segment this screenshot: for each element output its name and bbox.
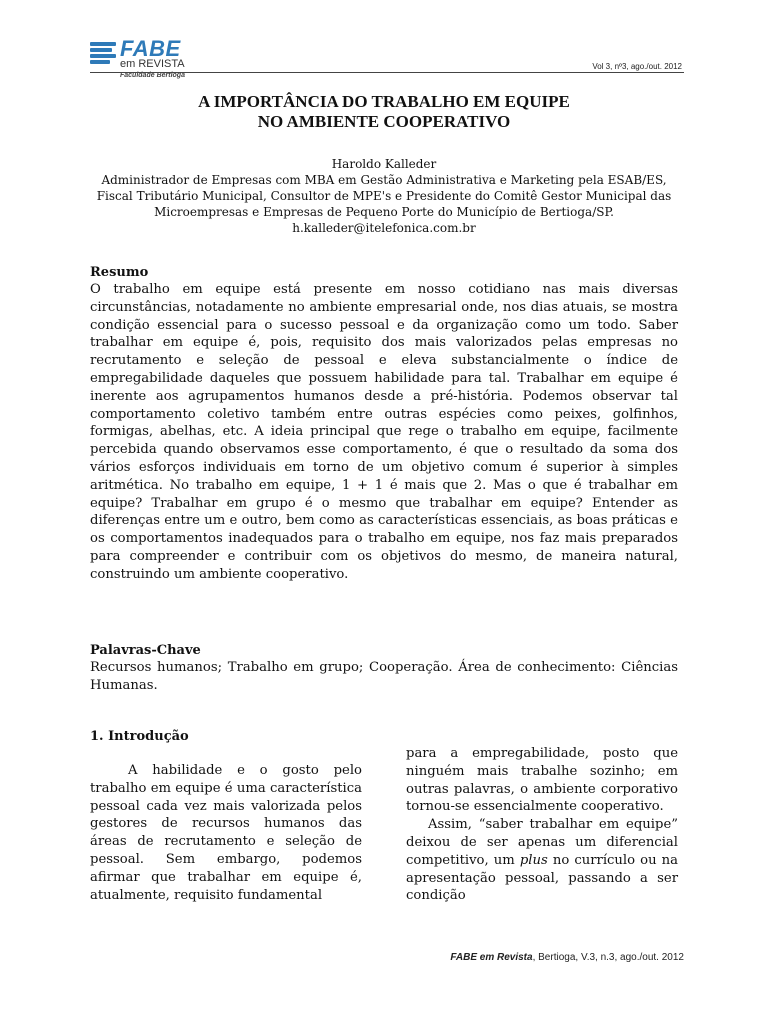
abstract-text: O trabalho em equipe está presente em nosso cotidiano nas mais diversas circunstâncias, notadamente no ambiente empresarial onde, nos dias atuais, se mostra condição essencial para o sucesso pessoal e da organização como um todo. Saber trabalhar em equipe é, pois, requisito dos mais valorizados pelas empresas no recrutamento e seleção de pessoal e eleva substancialmente o índice de empregabilidade daqueles que possuem habilidade para tal. Trabalhar em equipe é inerente aos agrupamentos humanos desde a pré-história. Podemos observar tal comportamento coletivo também entre outras espécies como peixes, golfinhos, formigas, abelhas, etc. A ideia principal que rege o trabalho em equipe, facilmente percebida quando observamos esse comportamento, é que o resultado da soma dos vários esforços individuais em torno de um objetivo comum é superior à simples aritmética. No trabalho em equipe, 1 + 1 é mais que 2. Mas o que é trabalhar em equipe? Trabalhar em grupo é o mesmo que trabalhar em equipe? Entender as diferenças entre um e outro, bem como as características essenciais, as boas práticas e os comportamentos inadequados para o trabalho em equipe, nos faz mais preparados para compreender e contribuir com os objetivos do mesmo, de maneira natural, construindo um ambiente cooperativo. <box>90 282 678 582</box>
abstract-heading: Resumo <box>90 265 149 280</box>
logo-faculty: Faculdade Bertioga <box>120 72 185 79</box>
page-footer <box>450 952 684 963</box>
title-line-2: NO AMBIENTE COOPERATIVO <box>257 112 511 131</box>
author-block <box>90 156 678 236</box>
intro-paragraph-right-1: para a empregabilidade, posto que ninguém mais trabalhe sozinho; em outras palavras, o ambiente corporativo tornou-se essencialmente cooperativo. <box>406 746 678 815</box>
header-divider <box>90 72 684 73</box>
logo-bars-icon <box>90 42 118 66</box>
author-email[interactable]: h.kalleder@itelefonica.com.br <box>292 221 476 235</box>
plus-emphasis: plus <box>519 852 548 868</box>
title-line-1: A IMPORTÂNCIA DO TRABALHO EM EQUIPE <box>198 92 570 111</box>
intro-paragraph-right-2 <box>406 816 678 905</box>
intro-paragraph-right-2a: Assim, “saber trabalhar em equipe” deixou de ser apenas um diferencial competitivo, um <box>406 817 678 868</box>
author-name: Haroldo Kalleder <box>331 157 437 171</box>
section-heading-introduction: 1. Introdução <box>90 729 189 744</box>
article-title <box>90 92 678 132</box>
intro-column-right <box>406 745 678 905</box>
logo-name: FABE <box>120 36 181 61</box>
volume-info: Vol 3, nº3, ago./out. 2012 <box>592 62 682 71</box>
footer-brand: FABE em Revista <box>450 952 533 963</box>
footer-citation: , Bertioga, V.3, n.3, ago./out. 2012 <box>532 952 684 963</box>
author-affiliation: Administrador de Empresas com MBA em Gestão Administrativa e Marketing pela ESAB/ES, Fiscal Tributário Municipal, Consultor de MPE's e Presidente do Comitê Gestor Municipal das Microempresas e Empresas de Pequeno Porte do Município de Bertioga/SP. <box>96 173 672 219</box>
logo-subtitle: em REVISTA <box>120 58 185 70</box>
keywords-heading: Palavras-Chave <box>90 643 201 658</box>
intro-paragraph-left: A habilidade e o gosto pelo trabalho em equipe é uma característica pessoal cada vez mais valorizada pelos gestores de recursos humanos das áreas de recrutamento e seleção de pessoal. Sem embargo, podemos afirmar que trabalhar em equipe é, atualmente, requisito fundamental <box>90 763 362 903</box>
journal-logo <box>90 36 210 84</box>
intro-paragraph-right-2b: no currículo ou na apresentação pessoal, passando a ser condição <box>406 852 679 904</box>
keywords-text: Recursos humanos; Trabalho em grupo; Cooperação. Área de conhecimento: Ciências Humanas. <box>90 660 678 693</box>
